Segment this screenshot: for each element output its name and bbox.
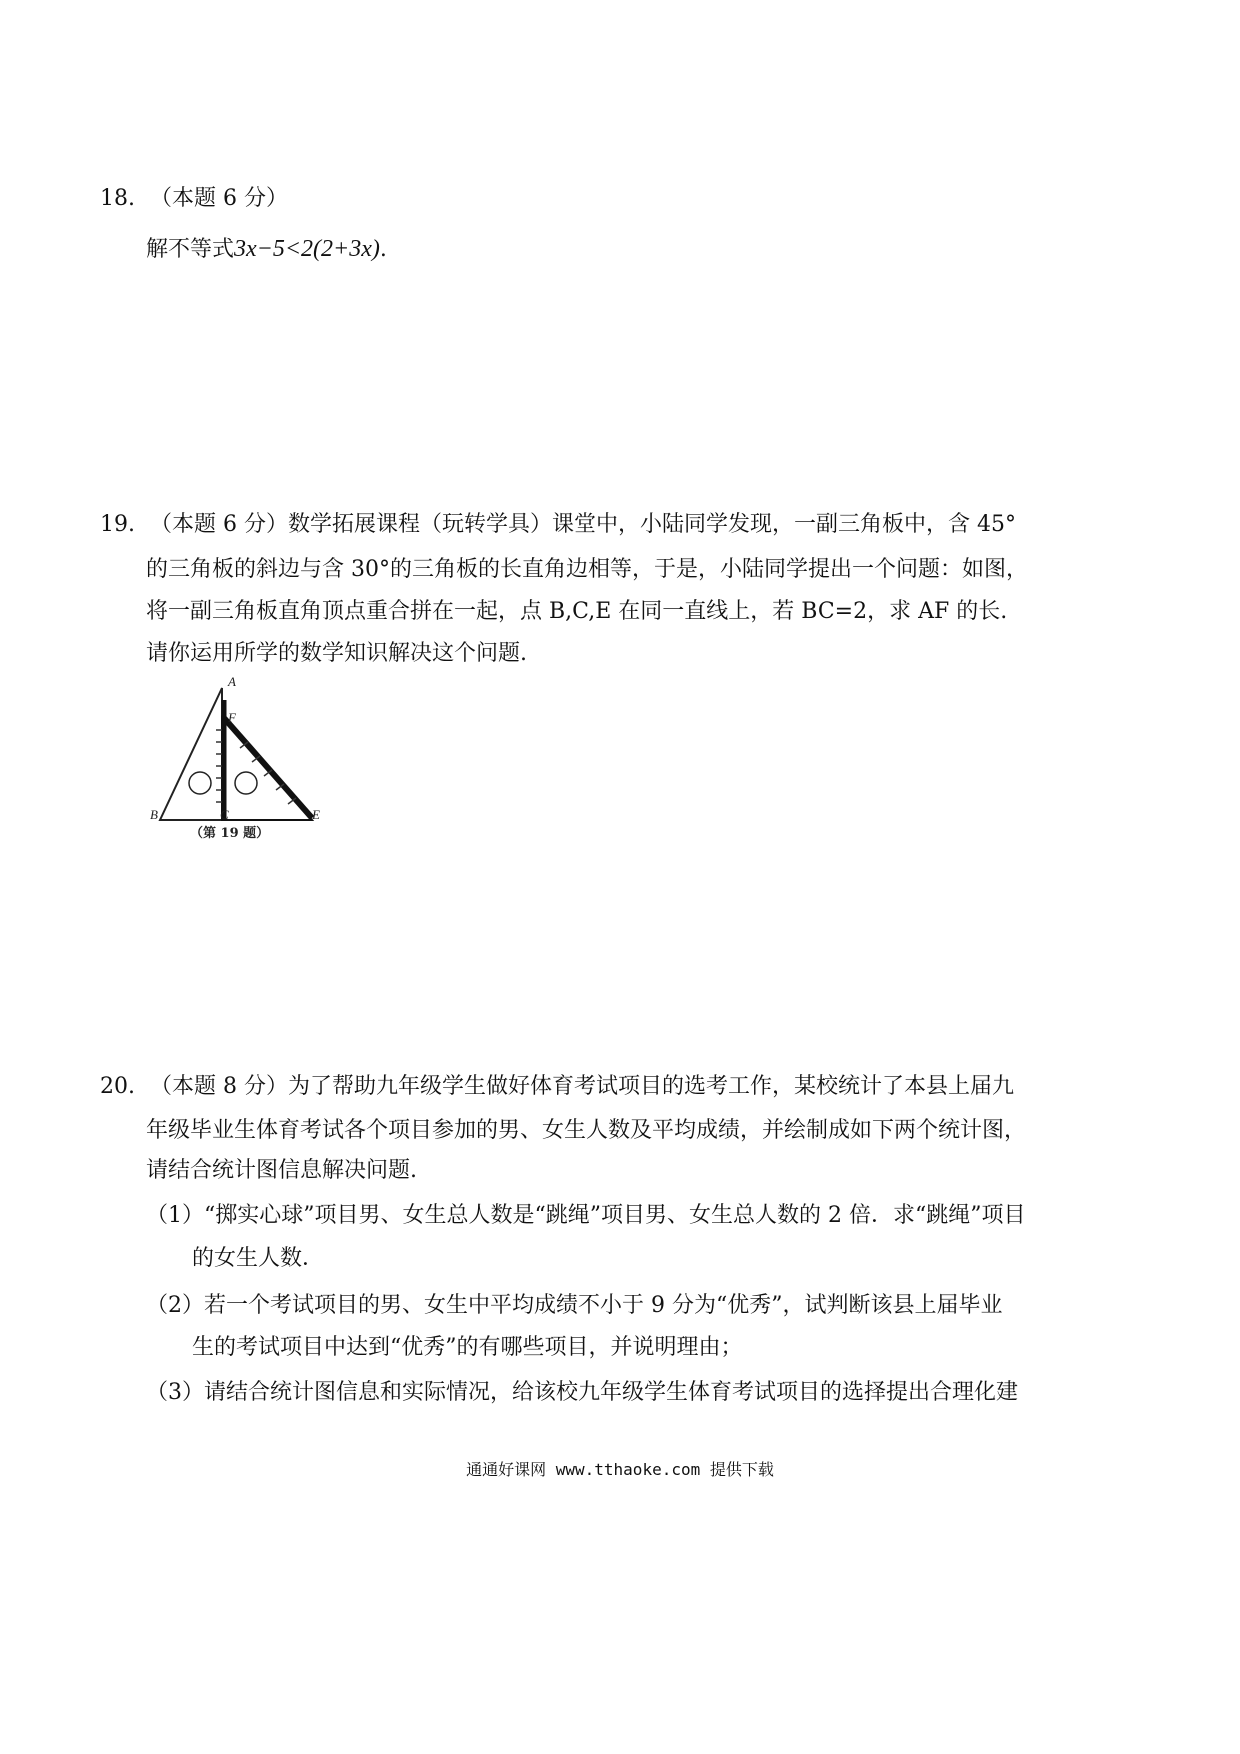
q18-inequality: 3x−5<2(2+3x) — [234, 236, 380, 262]
q20-number: 20. — [100, 1074, 135, 1099]
edge-FE — [224, 718, 312, 818]
q18-tail: . — [379, 237, 387, 262]
q20-sub1-line-2: 的女生人数． — [192, 1246, 325, 1271]
q20-sub2-line-2: 生的考试项目中达到“优秀”的有哪些项目，并说明理由； — [192, 1335, 743, 1360]
label-E: E — [312, 807, 320, 822]
q20-sub3-line-1: （3）请结合统计图信息和实际情况，给该校九年级学生体育考试项目的选择提出合理化建 — [146, 1380, 1019, 1405]
q19-line-1: （本题 6 分）数学拓展课程（玩转学具）课堂中，小陆同学发现，一副三角板中，含 45° — [150, 512, 1016, 537]
label-C: C — [220, 807, 229, 822]
q19-line-2: 的三角板的斜边与含 30°的三角板的长直角边相等，于是，小陆同学提出一个问题：如图， — [146, 557, 1028, 582]
q18-heading: （本题 6 分） — [150, 186, 288, 211]
q20-line-2: 年级毕业生体育考试各个项目参加的男、女生人数及平均成绩，并绘制成如下两个统计图， — [146, 1118, 1027, 1143]
q20-line-1: （本题 8 分）为了帮助九年级学生做好体育考试项目的选考工作，某校统计了本县上届九 — [150, 1074, 1014, 1099]
ruler-ticks — [216, 730, 296, 804]
q19-number: 19. — [100, 512, 135, 537]
figure-caption: （第 19 题） — [190, 826, 270, 841]
label-B: B — [150, 807, 158, 822]
hole-right — [235, 772, 257, 794]
triangle-30-60 — [160, 688, 222, 820]
label-F: F — [228, 710, 236, 725]
hole-left — [189, 772, 211, 794]
q20-sub2-line-1: （2）若一个考试项目的男、女生中平均成绩不小于 9 分为“优秀”，试判断该县上届毕业 — [146, 1293, 1003, 1318]
q20-line-3: 请结合统计图信息解决问题. — [146, 1158, 417, 1183]
q18-prompt: 解不等式 — [146, 237, 235, 262]
q19-line-4: 请你运用所学的数学知识解决这个问题. — [146, 641, 527, 666]
q20-sub1-line-1: （1）“掷实心球”项目男、女生总人数是“跳绳”项目男、女生总人数的 2 倍．求“跳绳”项目 — [146, 1203, 1026, 1228]
triangle-figure — [140, 670, 340, 840]
q19-line-3: 将一副三角板直角顶点重合拼在一起，点 B,C,E 在同一直线上，若 BC=2，求 AF 的长. — [146, 599, 1008, 624]
q18-number: 18. — [100, 186, 135, 211]
label-A: A — [228, 674, 236, 689]
footer-watermark: 通通好课网 www.tthaoke.com 提供下载 — [466, 1460, 774, 1479]
q18-question — [146, 236, 387, 263]
